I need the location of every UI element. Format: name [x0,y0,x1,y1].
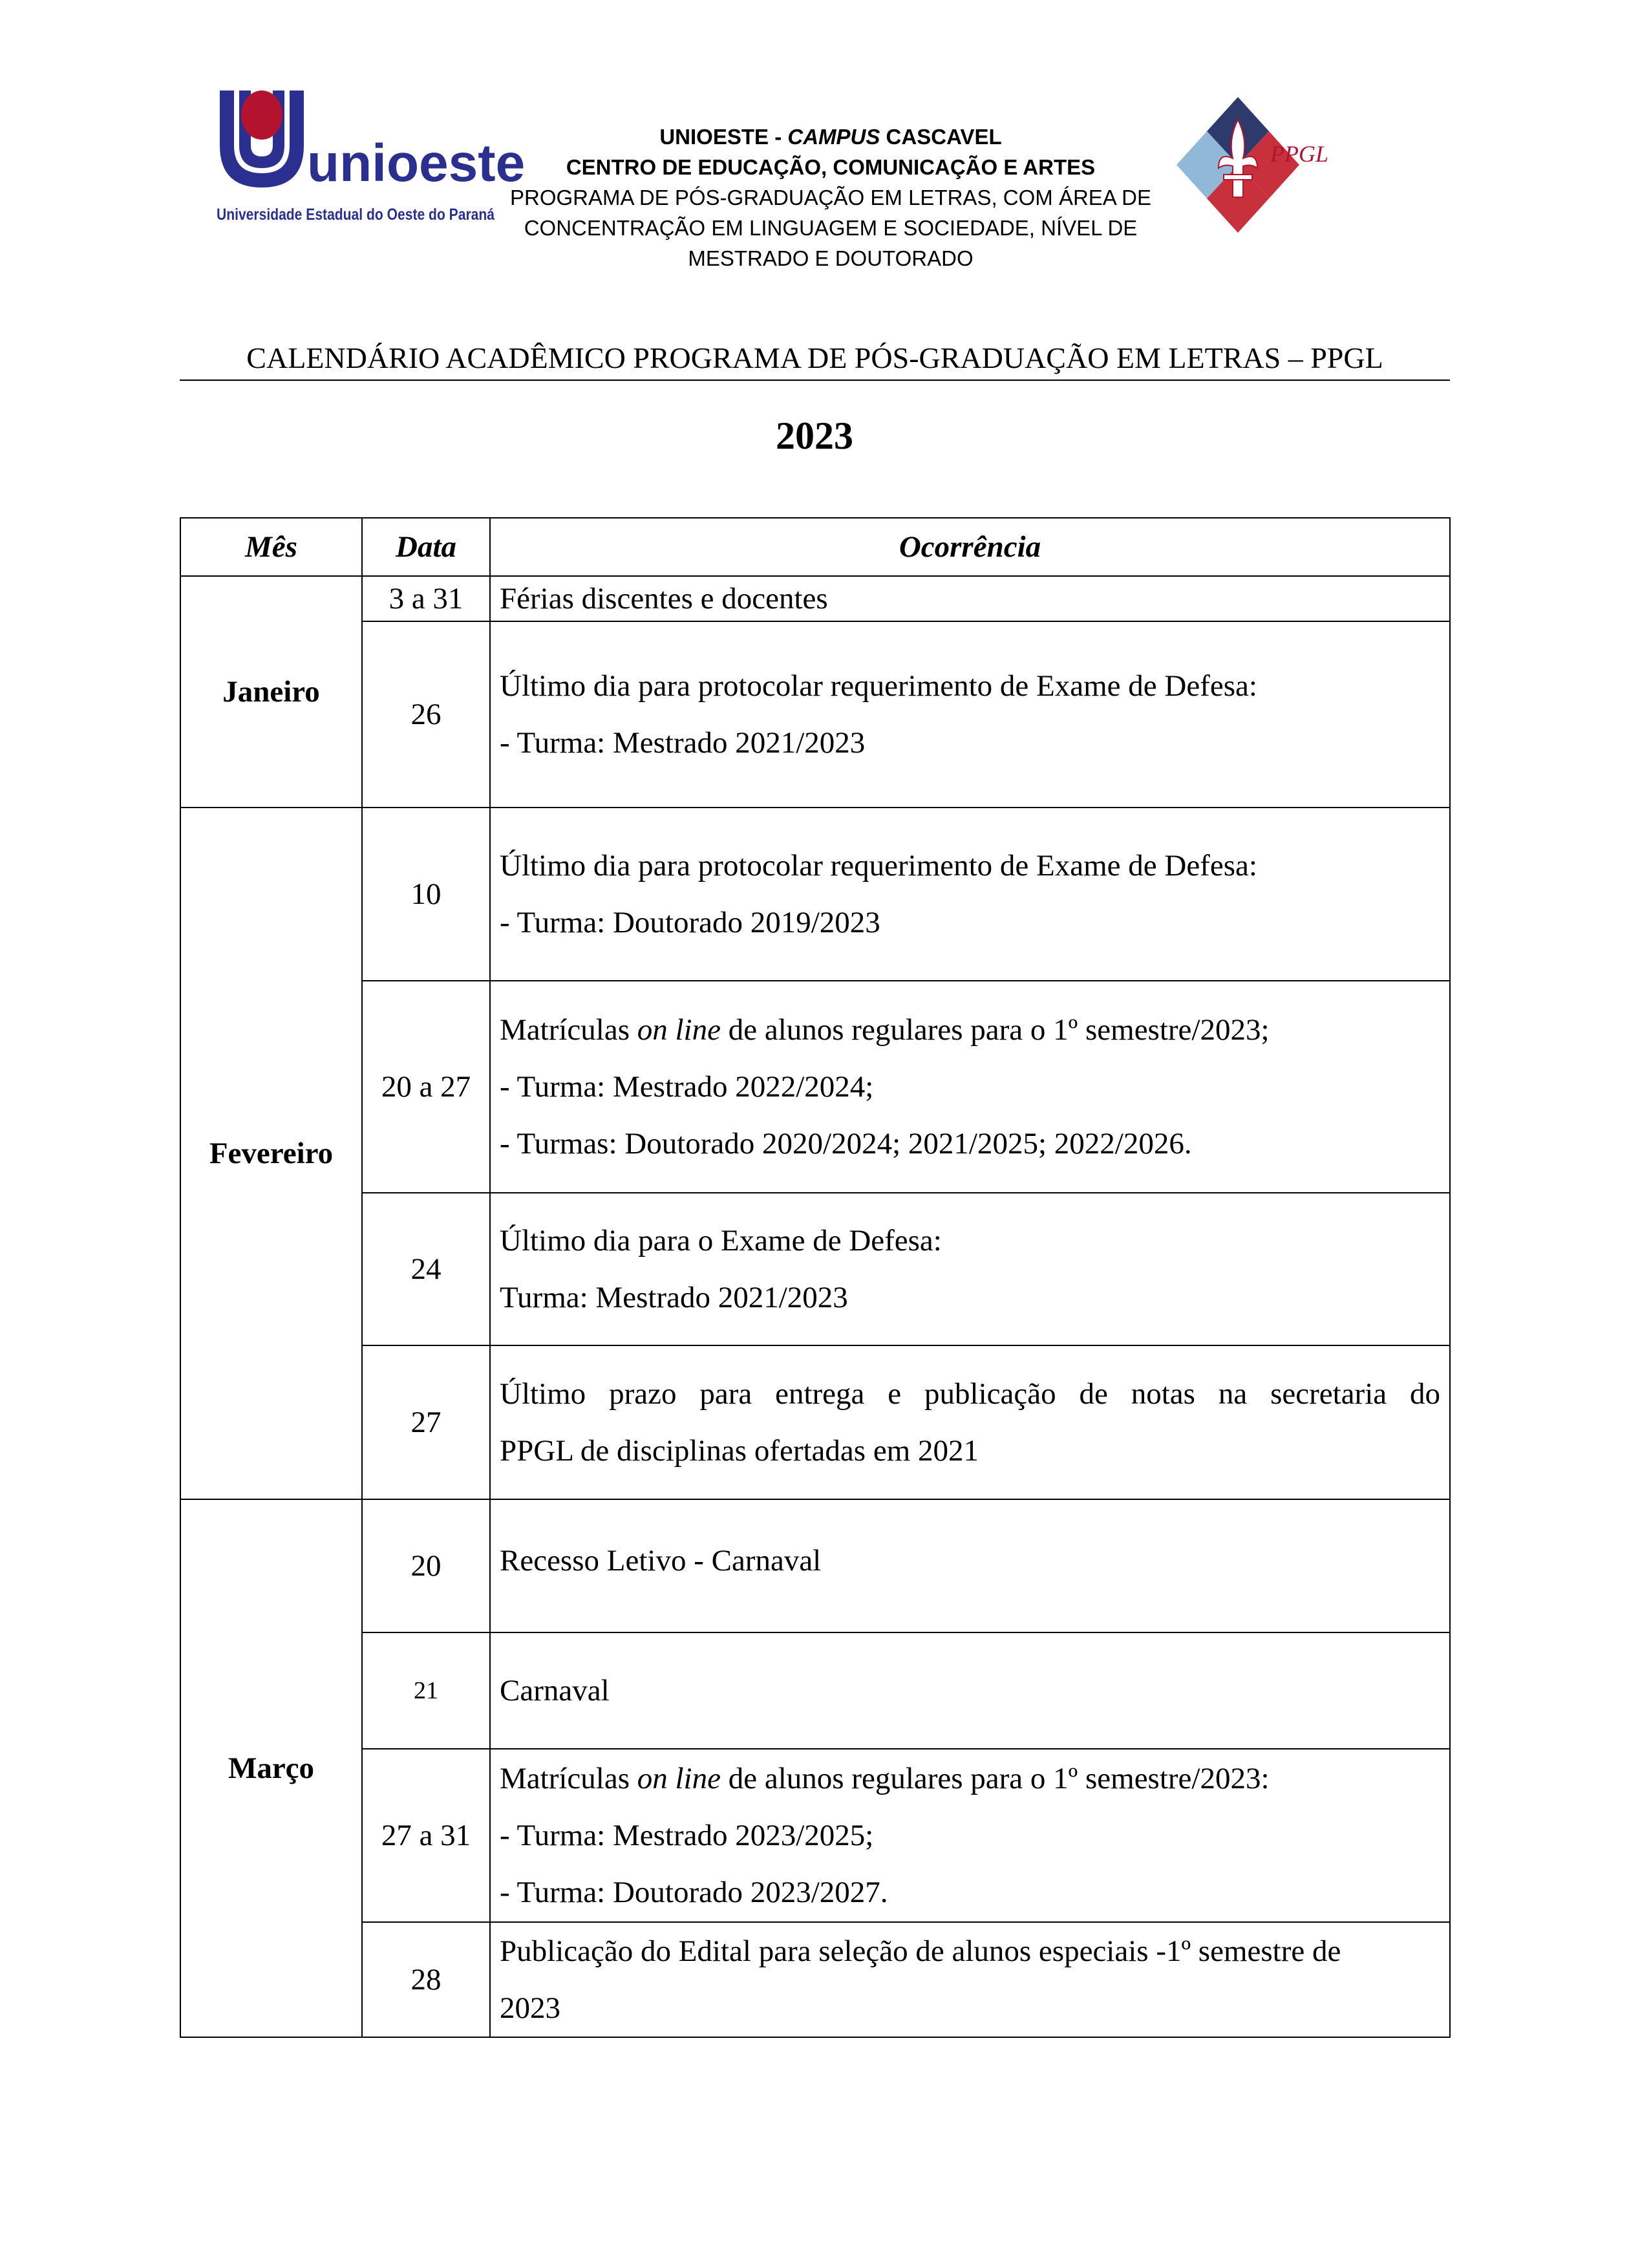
event-cell: Último dia para protocolar requerimento de Exame de Defesa: - Turma: Mestrado 2021/2023 [490,621,1450,808]
table-row [180,808,1450,981]
event-cell: Último dia para protocolar requerimento de Exame de Defesa: - Turma: Doutorado 2019/2023 [490,808,1450,981]
calendar-title: CALENDÁRIO ACADÊMICO PROGRAMA DE PÓS-GRADUAÇÃO EM LETRAS – PPGL [180,339,1450,381]
table-row [180,621,1450,808]
date-cell: 27 [362,1345,490,1499]
event-cell: Último dia para o Exame de Defesa: Turma: Mestrado 2021/2023 [490,1193,1450,1345]
column-header-date: Data [362,518,490,576]
table-row [180,1922,1450,2037]
date-cell: 20 [362,1499,490,1632]
date-cell: 27 a 31 [362,1749,490,1922]
date-cell: 21 [362,1632,490,1749]
table-row [180,981,1450,1193]
institution-header [491,122,1170,273]
calendar-year: 2023 [776,414,853,457]
table-row [180,1632,1450,1749]
header-line-4: CONCENTRAÇÃO EM LINGUAGEM E SOCIEDADE, NÍVEL DE [524,216,1138,240]
event-cell: Férias discentes e docentes [490,576,1450,621]
unioeste-emblem [220,91,304,187]
header-line-5: MESTRADO E DOUTORADO [688,246,974,270]
table-row [180,1345,1450,1499]
date-cell: 3 a 31 [362,576,490,621]
event-cell: Recesso Letivo - Carnaval [490,1499,1450,1632]
date-cell: 28 [362,1922,490,2037]
table-row [180,1749,1450,1922]
calendar-table [180,517,1451,2038]
table-row [180,1499,1450,1632]
table-header-row [180,518,1450,576]
header-line-3: PROGRAMA DE PÓS-GRADUAÇÃO EM LETRAS, COM ÁREA DE [509,186,1151,209]
ppgl-logo [1173,94,1354,242]
column-header-event: Ocorrência [490,518,1450,576]
column-header-month: Mês [180,518,362,576]
table-row [180,576,1450,621]
month-cell-march: Março [180,1499,362,2037]
event-cell: Publicação do Edital para seleção de alunos especiais -1º semestre de 2023 [490,1922,1450,2037]
event-cell: Matrículas on line de alunos regulares para o 1º semestre/2023: - Turma: Mestrado 2023/2025; - Turma: Doutorado 2023/2027. [490,1749,1450,1922]
unioeste-logo-text: unioeste [307,134,526,193]
date-cell: 26 [362,621,490,808]
date-cell: 24 [362,1193,490,1345]
table-row [180,1193,1450,1345]
event-cell: Carnaval [490,1632,1450,1749]
date-cell: 10 [362,808,490,981]
date-cell: 20 a 27 [362,981,490,1193]
event-cell: Matrículas on line de alunos regulares para o 1º semestre/2023; - Turma: Mestrado 2022/2024; - Turmas: Doutorado 2020/2024; 2021/2025; 2022/2026. [490,981,1450,1193]
event-cell: Último prazo para entrega e publicação de notas na secretaria do PPGL de disciplinas ofertadas em 2021 [490,1345,1450,1499]
unioeste-logo [213,84,526,233]
month-cell-february: Fevereiro [180,808,362,1499]
unioeste-full-name: Universidade Estadual do Oeste do Paraná [217,206,495,224]
ppgl-logo-text: PPGL [1270,141,1328,167]
month-cell-january: Janeiro [180,576,362,808]
header-line-1: UNIOESTE - CAMPUS CASCAVEL [659,125,1002,149]
header-line-2: CENTRO DE EDUCAÇÃO, COMUNICAÇÃO E ARTES [566,155,1096,179]
